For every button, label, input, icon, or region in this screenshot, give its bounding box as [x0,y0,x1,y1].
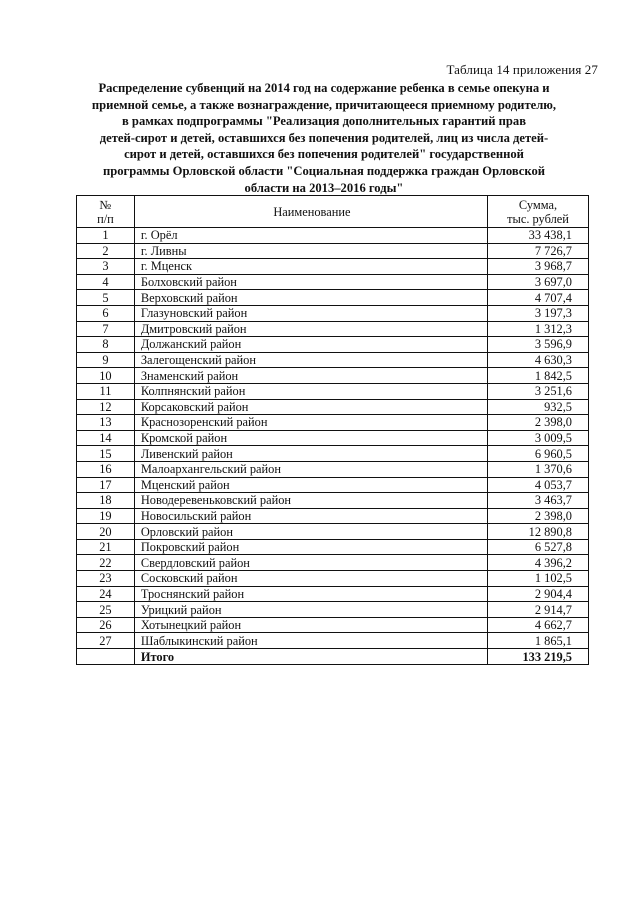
row-sum: 4 630,3 [488,352,589,368]
row-name: Малоархангельский район [134,461,487,477]
row-sum: 1 842,5 [488,368,589,384]
table-row [77,305,589,321]
row-name: Новодеревеньковский район [134,493,487,509]
row-name: Итого [134,649,487,665]
row-name: Залегощенский район [134,352,487,368]
row-name: Дмитровский район [134,321,487,337]
row-name: Урицкий район [134,602,487,618]
header-num [77,196,135,228]
row-sum: 3 251,6 [488,383,589,399]
table-row [77,477,589,493]
title-line: сирот и детей, оставшихся без попечения родителей" государственной [124,147,524,162]
row-number: 3 [77,259,135,275]
table-row [77,243,589,259]
appendix-label: Таблица 14 приложения 27 [446,62,598,77]
header-sum-line1: Сумма, [518,197,558,212]
row-name: Мценский район [134,477,487,493]
table-row [77,446,589,462]
row-number: 22 [77,555,135,571]
table-row [77,539,589,555]
header-sum-line2: тыс. рублей [507,211,569,226]
row-sum: 133 219,5 [488,649,589,665]
title-line: в рамках подпрограммы "Реализация дополнительных гарантий прав [121,114,527,129]
row-sum: 6 527,8 [488,539,589,555]
row-number: 27 [77,633,135,649]
row-sum: 4 053,7 [488,477,589,493]
row-name: г. Орёл [134,228,487,244]
row-sum: 7 726,7 [488,243,589,259]
row-number: 4 [77,274,135,290]
row-number: 7 [77,321,135,337]
table-row [77,555,589,571]
table-row [77,602,589,618]
row-number: 21 [77,539,135,555]
row-sum: 2 904,4 [488,586,589,602]
row-sum: 3 009,5 [488,430,589,446]
row-sum: 3 968,7 [488,259,589,275]
table-row [77,524,589,540]
row-number: 18 [77,493,135,509]
row-sum: 932,5 [488,399,589,415]
row-name: г. Мценск [134,259,487,275]
row-number [77,649,135,665]
document-title [70,80,578,196]
row-number: 5 [77,290,135,306]
table-row [77,290,589,306]
row-name: Покровский район [134,539,487,555]
table-row [77,228,589,244]
row-number: 19 [77,508,135,524]
row-name: Колпнянский район [134,383,487,399]
row-number: 1 [77,228,135,244]
row-name: Свердловский район [134,555,487,571]
table-row [77,383,589,399]
row-sum: 2 398,0 [488,508,589,524]
row-name: Ливенский район [134,446,487,462]
table-row [77,493,589,509]
row-sum: 4 707,4 [488,290,589,306]
table-header-row [77,196,589,228]
row-name: Знаменский район [134,368,487,384]
row-number: 8 [77,337,135,353]
table-row [77,461,589,477]
table-row [77,415,589,431]
header-sum [488,196,589,228]
header-num-line2: п/п [97,211,114,226]
title-line: детей-сирот и детей, оставшихся без попечения родителей, лиц из числа детей- [99,130,549,145]
row-name: Болховский район [134,274,487,290]
row-name: Новосильский район [134,508,487,524]
row-sum: 4 662,7 [488,617,589,633]
row-sum: 1 370,6 [488,461,589,477]
table-row [77,337,589,353]
row-number: 17 [77,477,135,493]
table-row [77,274,589,290]
row-sum: 3 463,7 [488,493,589,509]
table-row [77,399,589,415]
row-sum: 1 102,5 [488,571,589,587]
title-line: приемной семье, а также вознаграждение, причитающееся приемному родителю, [91,97,557,112]
row-number: 6 [77,305,135,321]
row-sum: 3 697,0 [488,274,589,290]
row-sum: 33 438,1 [488,228,589,244]
title-line: программы Орловской области "Социальная поддержка граждан Орловской [102,163,546,178]
row-number: 12 [77,399,135,415]
table-row [77,508,589,524]
row-number: 26 [77,617,135,633]
table-row [77,259,589,275]
table-row [77,430,589,446]
row-sum: 12 890,8 [488,524,589,540]
row-number: 23 [77,571,135,587]
row-sum: 1 865,1 [488,633,589,649]
row-sum: 6 960,5 [488,446,589,462]
row-name: Шаблыкинский район [134,633,487,649]
row-number: 16 [77,461,135,477]
row-name: Краснозоренский район [134,415,487,431]
row-number: 9 [77,352,135,368]
subvention-table [76,195,589,665]
row-name: Орловский район [134,524,487,540]
table-row [77,321,589,337]
table-row [77,633,589,649]
row-sum: 3 197,3 [488,305,589,321]
row-number: 13 [77,415,135,431]
header-name: Наименование [134,196,487,228]
row-number: 15 [77,446,135,462]
row-name: Глазуновский район [134,305,487,321]
row-number: 25 [77,602,135,618]
row-sum: 2 398,0 [488,415,589,431]
row-name: Кромской район [134,430,487,446]
row-number: 24 [77,586,135,602]
row-name: Верховский район [134,290,487,306]
title-line: Распределение субвенций на 2014 год на содержание ребенка в семье опекуна и [98,81,550,95]
table-row [77,586,589,602]
table-row [77,368,589,384]
table-row [77,352,589,368]
table-row [77,571,589,587]
total-row [77,649,589,665]
title-line: области на 2013–2016 годы" [244,180,404,195]
row-sum: 1 312,3 [488,321,589,337]
row-number: 10 [77,368,135,384]
row-name: Должанский район [134,337,487,353]
row-name: Троснянский район [134,586,487,602]
row-name: Корсаковский район [134,399,487,415]
row-sum: 4 396,2 [488,555,589,571]
row-number: 11 [77,383,135,399]
row-number: 2 [77,243,135,259]
row-name: Сосковский район [134,571,487,587]
row-sum: 2 914,7 [488,602,589,618]
row-name: г. Ливны [134,243,487,259]
table-body [77,228,589,665]
table-row [77,617,589,633]
row-number: 14 [77,430,135,446]
header-num-line1: № [99,197,112,212]
row-sum: 3 596,9 [488,337,589,353]
row-name: Хотынецкий район [134,617,487,633]
row-number: 20 [77,524,135,540]
